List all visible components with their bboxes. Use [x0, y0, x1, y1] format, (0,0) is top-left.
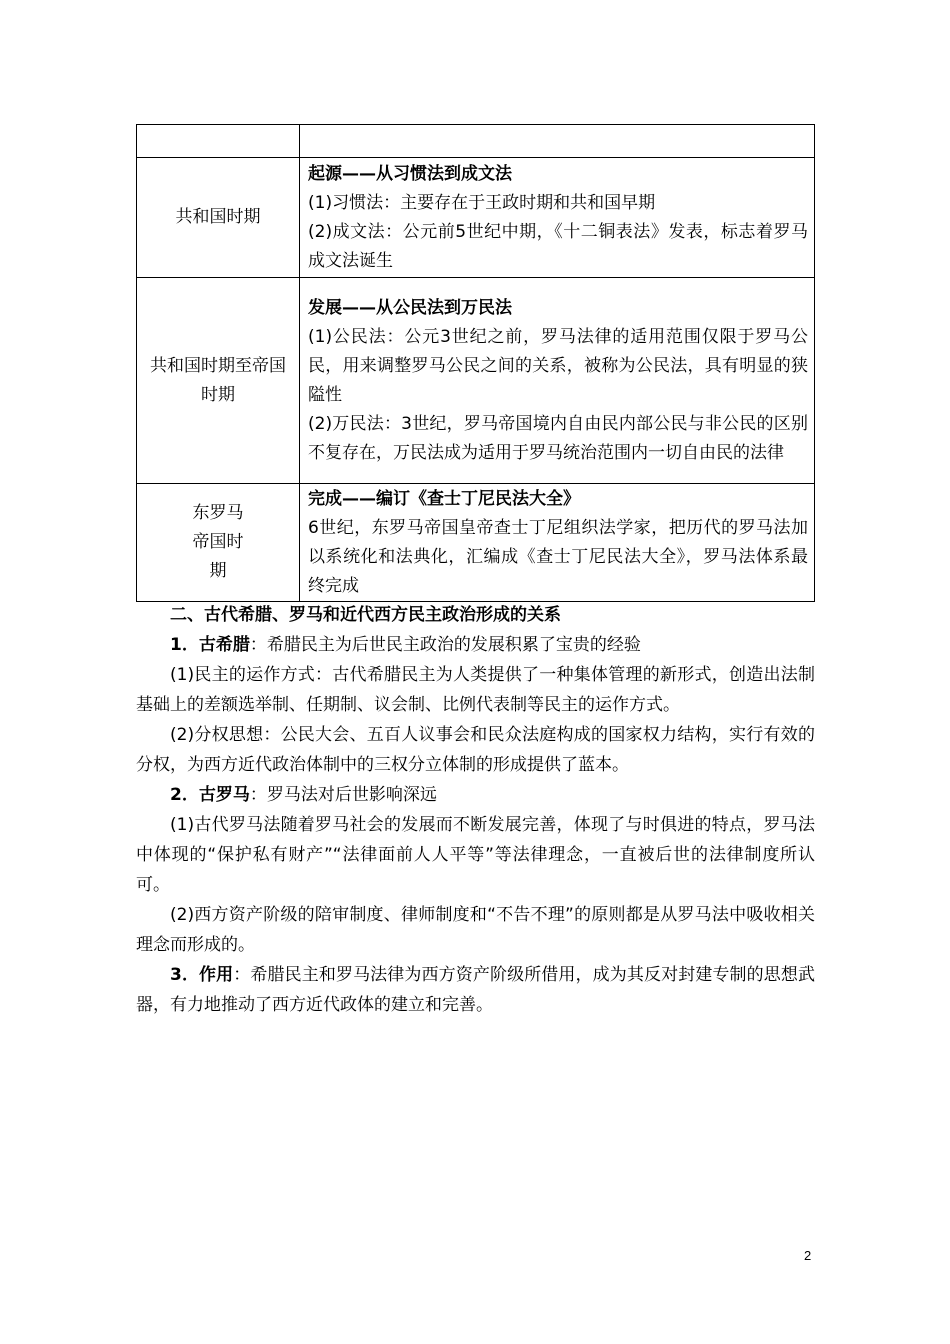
row-item: (1)公民法：公元3世纪之前，罗马法律的适用范围仅限于罗马公民，用来调整罗马公民之间的关系，被称为公民法，具有明显的狭隘性	[308, 326, 808, 405]
period-cell: 共和国时期	[137, 158, 300, 278]
paragraph-label: 3．作用	[170, 965, 234, 985]
table-row	[137, 278, 815, 484]
paragraph: (2)西方资产阶级的陪审制度、律师制度和“不告不理”的原则都是从罗马法中吸收相关理念而形成的。	[136, 905, 815, 955]
table-row	[137, 484, 815, 602]
row-heading: 起源——从习惯法到成文法	[308, 163, 512, 184]
paragraph-label: 1．古希腊	[170, 635, 250, 655]
period-cell	[137, 278, 300, 484]
paragraph-label: 2．古罗马	[170, 785, 250, 805]
period-label: 东罗马帝国时期	[192, 503, 244, 581]
paragraph: (1)民主的运作方式：古代希腊民主为人类提供了一种集体管理的新形式，创造出法制基础上的差额选举制、任期制、议会制、比例代表制等民主的运作方式。	[136, 665, 815, 715]
paragraph: (2)分权思想：公民大会、五百人议事会和民众法庭构成的国家权力结构，实行有效的分权，为西方近代政治体制中的三权分立体制的形成提供了蓝本。	[136, 725, 815, 775]
roman-law-table	[136, 124, 815, 602]
paragraph-text: ：罗马法对后世影响深远	[249, 785, 437, 805]
paragraph-text: ：希腊民主和罗马法律为西方资产阶级所借用，成为其反对封建专制的思想武器，有力地推动了西方近代政体的建立和完善。	[136, 965, 815, 1015]
content-cell	[300, 484, 815, 602]
table-cell	[300, 125, 815, 158]
paragraph-text: ：希腊民主为后世民主政治的发展积累了宝贵的经验	[249, 635, 641, 655]
paragraph	[136, 780, 815, 810]
paragraph	[136, 630, 815, 660]
period-cell	[137, 484, 300, 602]
row-item: 6世纪，东罗马帝国皇帝查士丁尼组织法学家，把历代的罗马法加以系统化和法典化，汇编成《查士丁尼民法大全》，罗马法体系最终完成	[308, 517, 808, 596]
row-heading: 发展——从公民法到万民法	[308, 297, 512, 318]
page-number: 2	[804, 1248, 812, 1263]
table-cell	[137, 125, 300, 158]
content-cell	[300, 278, 815, 484]
table-row	[137, 158, 815, 278]
row-item: (1)习惯法：主要存在于王政时期和共和国早期	[308, 192, 656, 213]
period-label: 共和国时期至帝国时期	[150, 355, 286, 405]
content-cell	[300, 158, 815, 278]
paragraph	[136, 960, 815, 1020]
table-row	[137, 125, 815, 158]
row-item: (2)成文法：公元前5世纪中期，《十二铜表法》发表，标志着罗马成文法诞生	[308, 221, 808, 271]
paragraph: (1)古代罗马法随着罗马社会的发展而不断发展完善，体现了与时俱进的特点，罗马法中体现的“保护私有财产”“法律面前人人平等”等法律理念，一直被后世的法律制度所认可。	[136, 815, 815, 895]
body-text	[136, 600, 815, 1020]
row-item: (2)万民法：3世纪，罗马帝国境内自由民内部公民与非公民的区别不复存在，万民法成为适用于罗马统治范围内一切自由民的法律	[308, 413, 808, 463]
row-heading: 完成——编订《查士丁尼民法大全》	[308, 488, 580, 509]
section-title: 二、古代希腊、罗马和近代西方民主政治形成的关系	[170, 605, 561, 625]
